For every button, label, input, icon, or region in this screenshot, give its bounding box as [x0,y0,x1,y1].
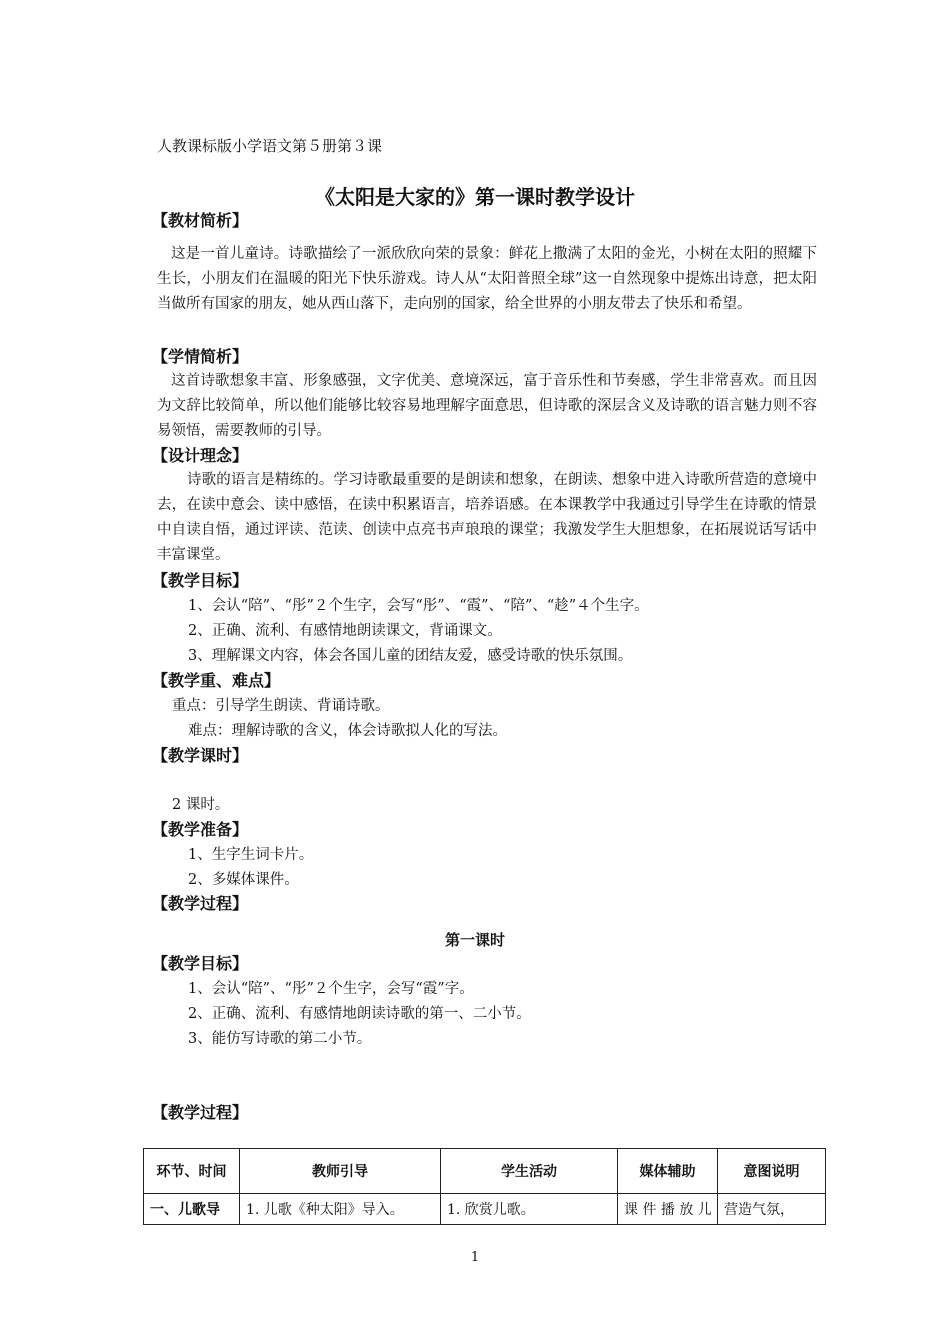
table-cell: 1. 欣赏儿歌。 [441,1194,618,1225]
prep-item: 1、生字生词卡片。 [188,847,314,863]
table-header-cell: 学生活动 [441,1149,618,1194]
goal-item: 1、会认“陪”、“彤”２个生字，会写“彤”、“霞”、“陪”、“趁”４个生字。 [188,598,649,614]
focus-difficult: 难点：理解诗歌的含义，体会诗歌拟人化的写法。 [188,723,507,739]
table-cell: 1. 儿歌《种太阳》导入。 [240,1194,441,1225]
focus-key: 重点：引导学生朗读、背诵诗歌。 [172,698,390,714]
heading-prep: 【教学准备】 [152,820,249,839]
goal-item: 2、正确、流利、有感情地朗读课文，背诵课文。 [188,623,502,639]
table-header-cell: 环节、时间 [144,1149,240,1194]
page-number: 1 [470,1250,480,1265]
heading-lesson-goals: 【教学目标】 [152,954,249,973]
hours-text: 2 课时。 [172,797,230,813]
material-paragraph: 这是一首儿童诗。诗歌描绘了一派欣欣向荣的景象：鲜花上撒满了太阳的金光，小树在太阳的照耀下生长，小朋友们在温暖的阳光下快乐游戏。诗人从“太阳普照全球”这一自然现象中提炼出诗意，把太阳当做所有国家的朋友，她从西山落下，走向别的国家，给全世界的小朋友带去了快乐和希望。 [157,246,817,312]
concept-paragraph: 诗歌的语言是精练的。学习诗歌最重要的是朗读和想象，在朗读、想象中进入诗歌所营造的意境中去，在读中意会、读中感悟，在读中积累语言，培养语感。在本课教学中我通过引导学生在诗歌的情景中自读自悟，通过评读、范读、创读中点亮书声琅琅的课堂；我激发学生大胆想象，在拓展说话写话中丰富课堂。 [157,472,817,563]
lesson-goal-item: 1、会认“陪”、“彤”２个生字，会写“霞”字。 [188,981,474,997]
heading-students: 【学情简析】 [152,347,249,366]
lesson-goal-item: 3、能仿写诗歌的第二小节。 [188,1031,372,1047]
table-header-cell: 教师引导 [240,1149,441,1194]
lesson-goal-item: 2、正确、流利、有感情地朗读诗歌的第一、二小节。 [188,1006,531,1022]
goal-item: 3、理解课文内容，体会各国儿童的团结友爱，感受诗歌的快乐氛围。 [188,648,633,664]
table-header-cell: 媒体辅助 [618,1149,718,1194]
heading-goals: 【教学目标】 [152,571,249,590]
heading-focus: 【教学重、难点】 [152,671,281,690]
lesson-title: 第一课时 [444,931,505,949]
heading-lesson-process: 【教学过程】 [152,1103,249,1122]
heading-hours: 【教学课时】 [152,746,249,765]
table-row [144,1194,826,1225]
table-header-cell: 意图说明 [718,1149,826,1194]
table-cell: 一、儿歌导 [144,1194,240,1225]
table-cell: 营造气氛， [718,1194,826,1225]
table-header-row [144,1149,826,1194]
page-title: 《太阳是大家的》第一课时教学设计 [315,185,635,209]
heading-material: 【教材简析】 [152,211,249,230]
table-cell: 课 件 播 放 儿 [618,1194,718,1225]
course-info: 人教课标版小学语文第５册第３课 [157,137,383,155]
prep-item: 2、多媒体课件。 [188,872,299,888]
process-table [143,1148,826,1225]
students-paragraph: 这首诗歌想象丰富、形象感强，文字优美、意境深远，富于音乐性和节奏感，学生非常喜欢。而且因为文辞比较简单，所以他们能够比较容易地理解字面意思，但诗歌的深层含义及诗歌的语言魅力则不容易领悟，需要教师的引导。 [157,373,817,439]
heading-concept: 【设计理念】 [152,446,249,465]
heading-process: 【教学过程】 [152,894,249,913]
